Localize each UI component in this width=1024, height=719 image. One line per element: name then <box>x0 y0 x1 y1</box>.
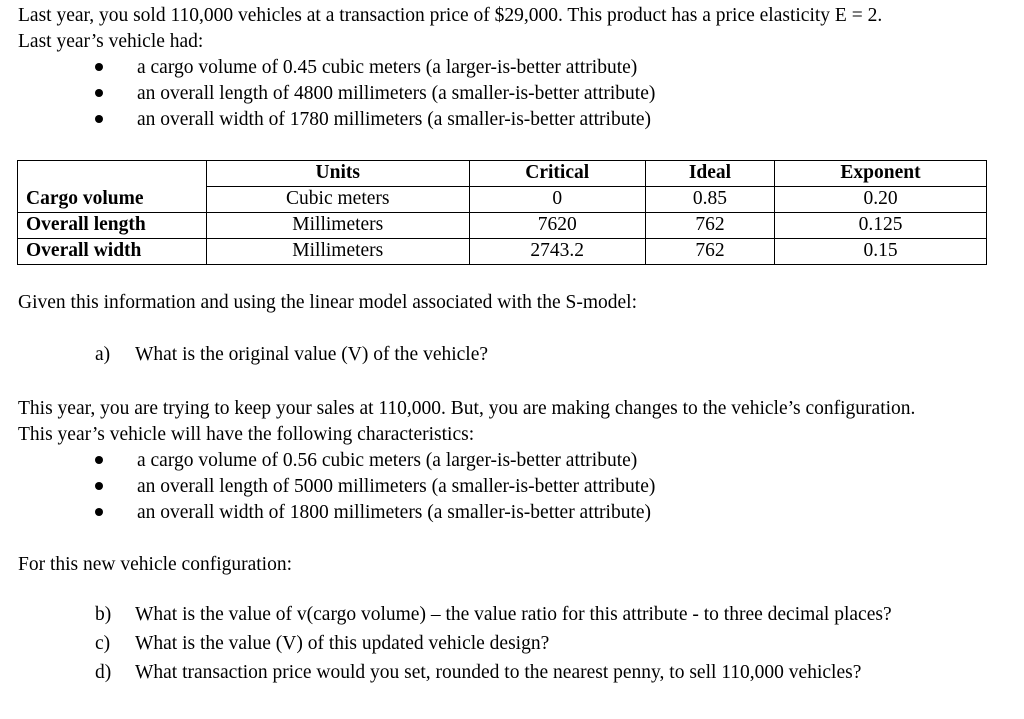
question-letter: d) <box>95 662 112 683</box>
intro-line-1: Last year, you sold 110,000 vehicles at a transaction price of $29,000. This product has a price elasticity E = 2. <box>18 5 883 26</box>
cell-ideal: 762 <box>645 213 774 239</box>
bullet-icon <box>95 482 103 490</box>
list-item: an overall length of 5000 millimeters (a smaller-is-better attribute) <box>95 475 655 499</box>
intro-line-2: Last year’s vehicle had: <box>18 31 204 52</box>
cell-units: Cubic meters <box>207 187 470 213</box>
cell-exponent: 0.15 <box>775 239 987 265</box>
table-row <box>18 213 987 239</box>
cell-exponent: 0.20 <box>775 187 987 213</box>
list-item: a cargo volume of 0.45 cubic meters (a larger-is-better attribute) <box>95 56 637 80</box>
attribute-table <box>17 160 987 265</box>
question-text: What is the original value (V) of the vehicle? <box>135 344 489 365</box>
question-d <box>95 661 861 685</box>
this-year-line-2: This year’s vehicle will have the following characteristics: <box>18 424 475 445</box>
question-c <box>95 632 549 656</box>
cell-critical: 7620 <box>469 213 645 239</box>
question-text: What transaction price would you set, rounded to the nearest penny, to sell 110,000 vehicles? <box>135 662 862 683</box>
header-units: Units <box>207 161 470 187</box>
question-text: What is the value of v(cargo volume) – the value ratio for this attribute - to three decimal places? <box>135 604 892 625</box>
bullet-icon <box>95 115 103 123</box>
question-text: What is the value (V) of this updated vehicle design? <box>135 633 550 654</box>
list-item: an overall width of 1800 millimeters (a smaller-is-better attribute) <box>95 501 651 525</box>
question-letter: a) <box>95 344 111 365</box>
given-statement: Given this information and using the linear model associated with the S-model: <box>18 292 638 313</box>
question-b <box>95 603 892 627</box>
row-label: Cargo volume <box>18 187 207 213</box>
cell-ideal: 762 <box>645 239 774 265</box>
table-row <box>18 239 987 265</box>
list-item: a cargo volume of 0.56 cubic meters (a larger-is-better attribute) <box>95 449 637 473</box>
header-exponent: Exponent <box>775 161 987 187</box>
cell-units: Millimeters <box>207 213 470 239</box>
header-ideal: Ideal <box>645 161 774 187</box>
bullet-icon <box>95 89 103 97</box>
bullet-icon <box>95 508 103 516</box>
list-item: an overall width of 1780 millimeters (a smaller-is-better attribute) <box>95 108 651 132</box>
header-critical: Critical <box>469 161 645 187</box>
row-label: Overall width <box>18 239 207 265</box>
cell-units: Millimeters <box>207 239 470 265</box>
question-letter: b) <box>95 604 112 625</box>
this-year-line-1: This year, you are trying to keep your sales at 110,000. But, you are making changes to the vehicle’s configuration. <box>18 398 916 419</box>
cell-critical: 2743.2 <box>469 239 645 265</box>
table-header-row <box>18 161 987 187</box>
cell-ideal: 0.85 <box>645 187 774 213</box>
new-config-statement: For this new vehicle configuration: <box>18 554 293 575</box>
table-corner-cell <box>18 161 207 187</box>
row-label: Overall length <box>18 213 207 239</box>
cell-exponent: 0.125 <box>775 213 987 239</box>
table-row <box>18 187 987 213</box>
bullet-icon <box>95 456 103 464</box>
question-a <box>95 343 488 367</box>
bullet-icon <box>95 63 103 71</box>
cell-critical: 0 <box>469 187 645 213</box>
question-letter: c) <box>95 633 111 654</box>
list-item: an overall length of 4800 millimeters (a smaller-is-better attribute) <box>95 82 655 106</box>
